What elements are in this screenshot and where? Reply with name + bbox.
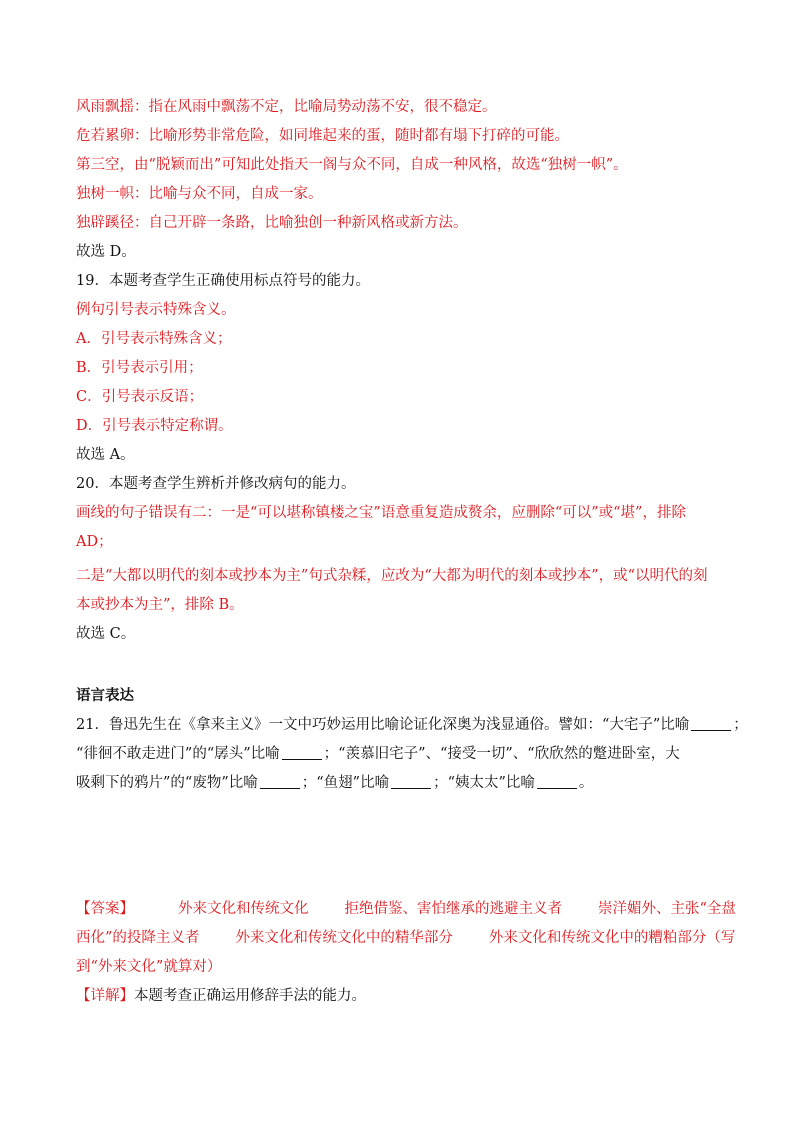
- answer-item-3a: 崇洋媚外、主张“全盘: [598, 901, 736, 917]
- answer-blank-4: [391, 774, 431, 789]
- question20-heading: 20．本题考查学生辨析并修改病句的能力。: [76, 476, 356, 492]
- explanation-line-1: 风雨飘摇：指在风雨中飘荡不定，比喻局势动荡不安，很不稳定。: [76, 99, 497, 115]
- answer-blank-5: [537, 774, 577, 789]
- question21-text-3c: ；“姨太太”比喻: [433, 775, 535, 791]
- explanation-line-16: AD；: [76, 534, 113, 550]
- section-title: 语言表达: [76, 687, 134, 704]
- explanation-line-17: 二是“大都以明代的刻本或抄本为主”句式杂糅，应改为“大都为明代的刻本或抄本”，或“以明代的刻: [76, 568, 708, 584]
- answer-item-3b: 西化”的投降主义者: [76, 930, 200, 946]
- explanation-line-5: 独辟蹊径：自己开辟一条路，比喻独创一种新风格或新方法。: [76, 215, 468, 231]
- option-a-line: A．引号表示特殊含义；: [76, 331, 232, 347]
- explanation-line-15: 画线的句子错误有二：一是“可以堪称镇楼之宝”语意重复造成赘余，应删除“可以”或“堪”，排除: [76, 505, 686, 521]
- question21-line-2: [76, 743, 736, 765]
- answer-label: 【答案】: [76, 901, 134, 917]
- explanation-line-18: 本或抄本为主”，排除 B。: [76, 597, 244, 613]
- answer-blank-3: [260, 774, 300, 789]
- answer-item-4: 外来文化和传统文化中的精华部分: [235, 930, 453, 946]
- option-d-line: D．引号表示特定称谓。: [76, 418, 233, 434]
- question21-text-3d: 。: [578, 775, 594, 791]
- explanation-line-19: 故选 C。: [76, 626, 136, 642]
- answer-blank-2: [282, 745, 322, 760]
- question21-text-1a: 21．鲁迅先生在《拿来主义》一文中巧妙运用比喻论证化深奥为浅显通俗。譬如：“大宅子”比喻: [76, 717, 690, 733]
- explanation-line-3: 第三空，由“脱颖而出”可知此处指天一阁与众不同，自成一种风格，故选“独树一帜”。: [76, 157, 628, 173]
- explanation-line-6: 故选 D。: [76, 244, 136, 260]
- question21-text-1b: ；: [733, 717, 748, 733]
- answer-item-1: 外来文化和传统文化: [178, 901, 309, 917]
- explanation-line-4: 独树一帜：比喻与众不同，自成一家。: [76, 186, 323, 202]
- detail-label: 【详解】: [76, 988, 134, 1004]
- explanation-line-8: 例句引号表示特殊含义。: [76, 302, 236, 318]
- answer-line-1: [76, 898, 736, 920]
- question19-heading: 19．本题考查学生正确使用标点符号的能力。: [76, 273, 370, 289]
- detail-text: 本题考查正确运用修辞手法的能力。: [134, 988, 366, 1004]
- answer-item-2: 拒绝借鉴、害怕继承的逃避主义者: [344, 901, 562, 917]
- option-c-line: C．引号表示反语；: [76, 389, 204, 405]
- answer-line-2: [76, 927, 736, 949]
- question21-text-3b: ；“鱼翅”比喻: [301, 775, 390, 791]
- question21-line-1: [76, 714, 748, 736]
- question21-text-2b: ；“羡慕旧宅子”、“接受一切”、“欣欣然的蹩进卧室，大: [323, 746, 680, 762]
- detail-line: [76, 985, 736, 1007]
- question21-text-3a: 吸剩下的鸦片”的“废物”比喻: [76, 775, 258, 791]
- explanation-line-13: 故选 A。: [76, 447, 135, 463]
- answer-line-3: 到“外来文化”就算对）: [76, 959, 222, 975]
- question21-line-3: [76, 772, 736, 794]
- answer-blank-1: [691, 716, 731, 731]
- explanation-line-2: 危若累卵：比喻形势非常危险，如同堆起来的蛋，随时都有塌下打碎的可能。: [76, 128, 569, 144]
- question21-text-2a: “徘徊不敢走进门”的“孱头”比喻: [76, 746, 280, 762]
- answer-item-5a: 外来文化和传统文化中的糟粕部分（写: [488, 930, 736, 946]
- option-b-line: B．引号表示引用；: [76, 360, 203, 376]
